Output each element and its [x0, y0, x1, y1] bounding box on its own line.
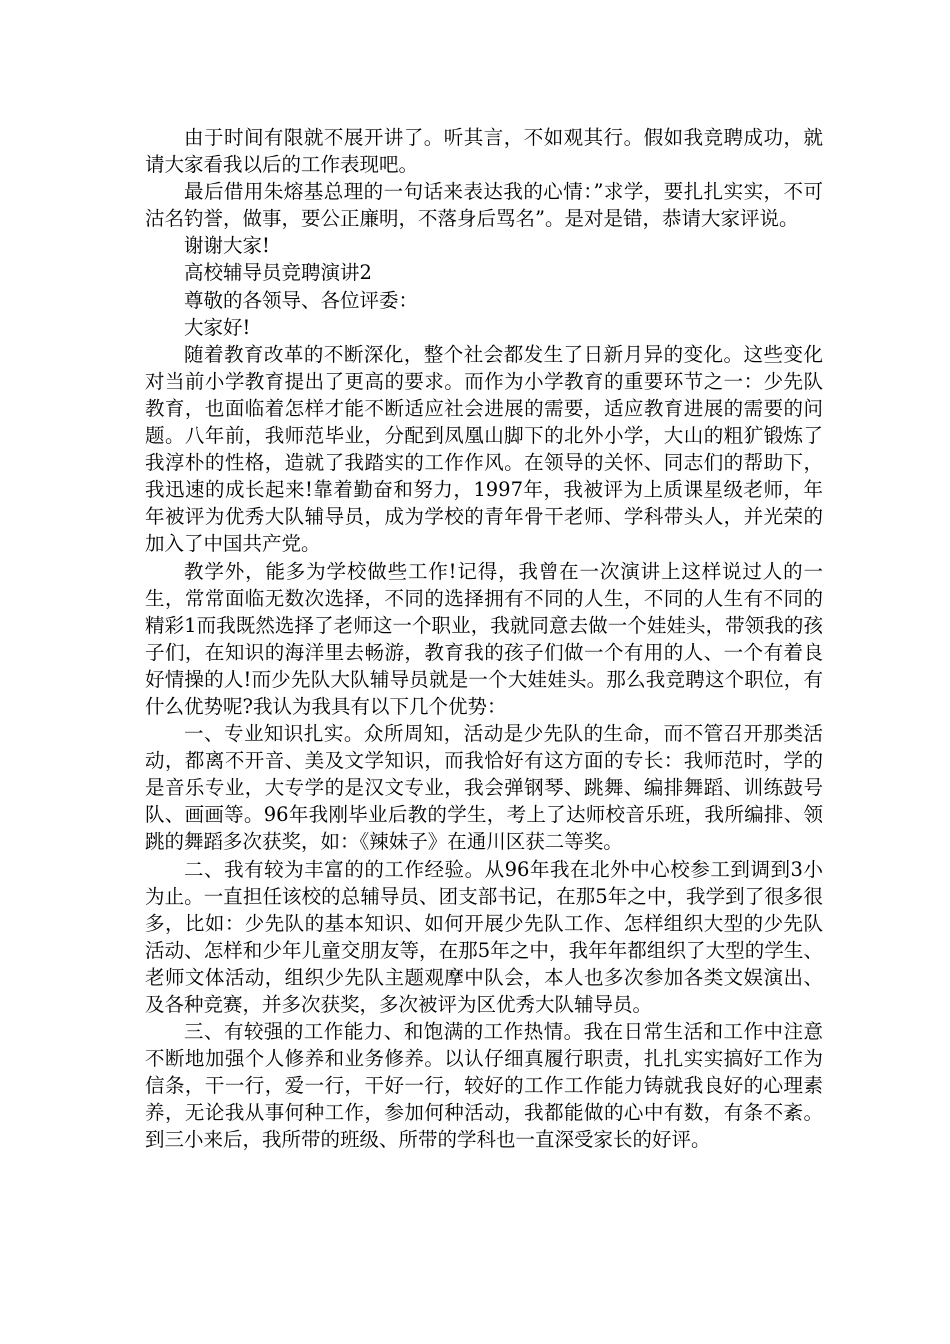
paragraph-motivation: 教学外，能多为学校做些工作!记得，我曾在一次演讲上这样说过人的一生，常常面临无数次选择，不同的选择拥有不同的人生，不同的人生有不同的精彩1而我既然选择了老师这一个职业，我就同意去做一个娃娃头，带领我的孩子们，在知识的海洋里去畅游，教育我的孩子们做一个有用的人、一个有着良好情操的人!而少先队大队辅导员就是一个大娃娃头。那么我竞聘这个职位，有什么优势呢?我认为我具有以下几个优势：	[145, 559, 823, 718]
paragraph-quote: 最后借用朱熔基总理的一句话来表达我的心情：”求学，要扎扎实实，不可沽名钓誉，做事，要公正廉明，不落身后骂名”。是对是错，恭请大家评说。	[145, 180, 823, 231]
paragraph-thanks: 谢谢大家!	[184, 234, 270, 258]
paragraph-advantage-1: 一、专业知识扎实。众所周知，活动是少先队的生命，而不管召开那类活动，都离不开音、美及文学知识，而我恰好有这方面的专长：我师范时，学的是音乐专业，大专学的是汉文专业，我会弹钢琴、跳舞、编排舞蹈、训练鼓号队、画画等。96年我刚毕业后教的学生，考上了达师校音乐班，我所编排、领跳的舞蹈多次获奖，如：《辣妹子》在通川区获二等奖。	[145, 722, 823, 854]
speech-title: 高校辅导员竞聘演讲2	[184, 261, 372, 285]
paragraph-background: 随着教育改革的不断深化，整个社会都发生了日新月异的变化。这些变化对当前小学教育提出了更高的要求。而作为小学教育的重要环节之一：少先队教育，也面临着怎样才能不断适应社会进展的需要，适应教育进展的需要的问题。八年前，我师范毕业，分配到凤凰山脚下的北外小学，大山的粗犷锻炼了我淳朴的性格，造就了我踏实的工作作风。在领导的关怀、同志们的帮助下，我迅速的成长起来!靠着勤奋和努力，1997年，我被评为上质课星级老师，年年被评为优秀大队辅导员，成为学校的青年骨干老师、学科带头人，并光荣的加入了中国共产党。	[145, 342, 823, 556]
salutation: 尊敬的各领导、各位评委：	[184, 288, 419, 312]
paragraph-closing-remarks: 由于时间有限就不展开讲了。听其言，不如观其行。假如我竞聘成功，就请大家看我以后的工作表现吧。	[145, 126, 823, 177]
document-page	[145, 124, 823, 1154]
paragraph-advantage-3: 三、有较强的工作能力、和饱满的工作热情。我在日常生活和工作中注意不断地加强个人修养和业务修养。以认仔细真履行职责，扎扎实实搞好工作为信条，干一行，爱一行，干好一行，较好的工作工作能力铸就我良好的心理素养，无论我从事何种工作，参加何种活动，我都能做的心中有数，有条不紊。到三小来后，我所带的班级、所带的学科也一直深受家长的好评。	[145, 1020, 823, 1152]
greeting: 大家好!	[184, 315, 251, 339]
paragraph-advantage-2: 二、我有较为丰富的的工作经验。从96年我在北外中心校参工到调到3小为止。一直担任该校的总辅导员、团支部书记，在那5年之中，我学到了很多很多，比如：少先队的基本知识、如何开展少先队工作、怎样组织大型的少先队活动、怎样和少年儿童交朋友等，在那5年之中，我年年都组织了大型的学生、老师文体活动，组织少先队主题观摩中队会，本人也多次参加各类文娱演出、及各种竞赛，并多次获奖，多次被评为区优秀大队辅导员。	[145, 857, 823, 1016]
